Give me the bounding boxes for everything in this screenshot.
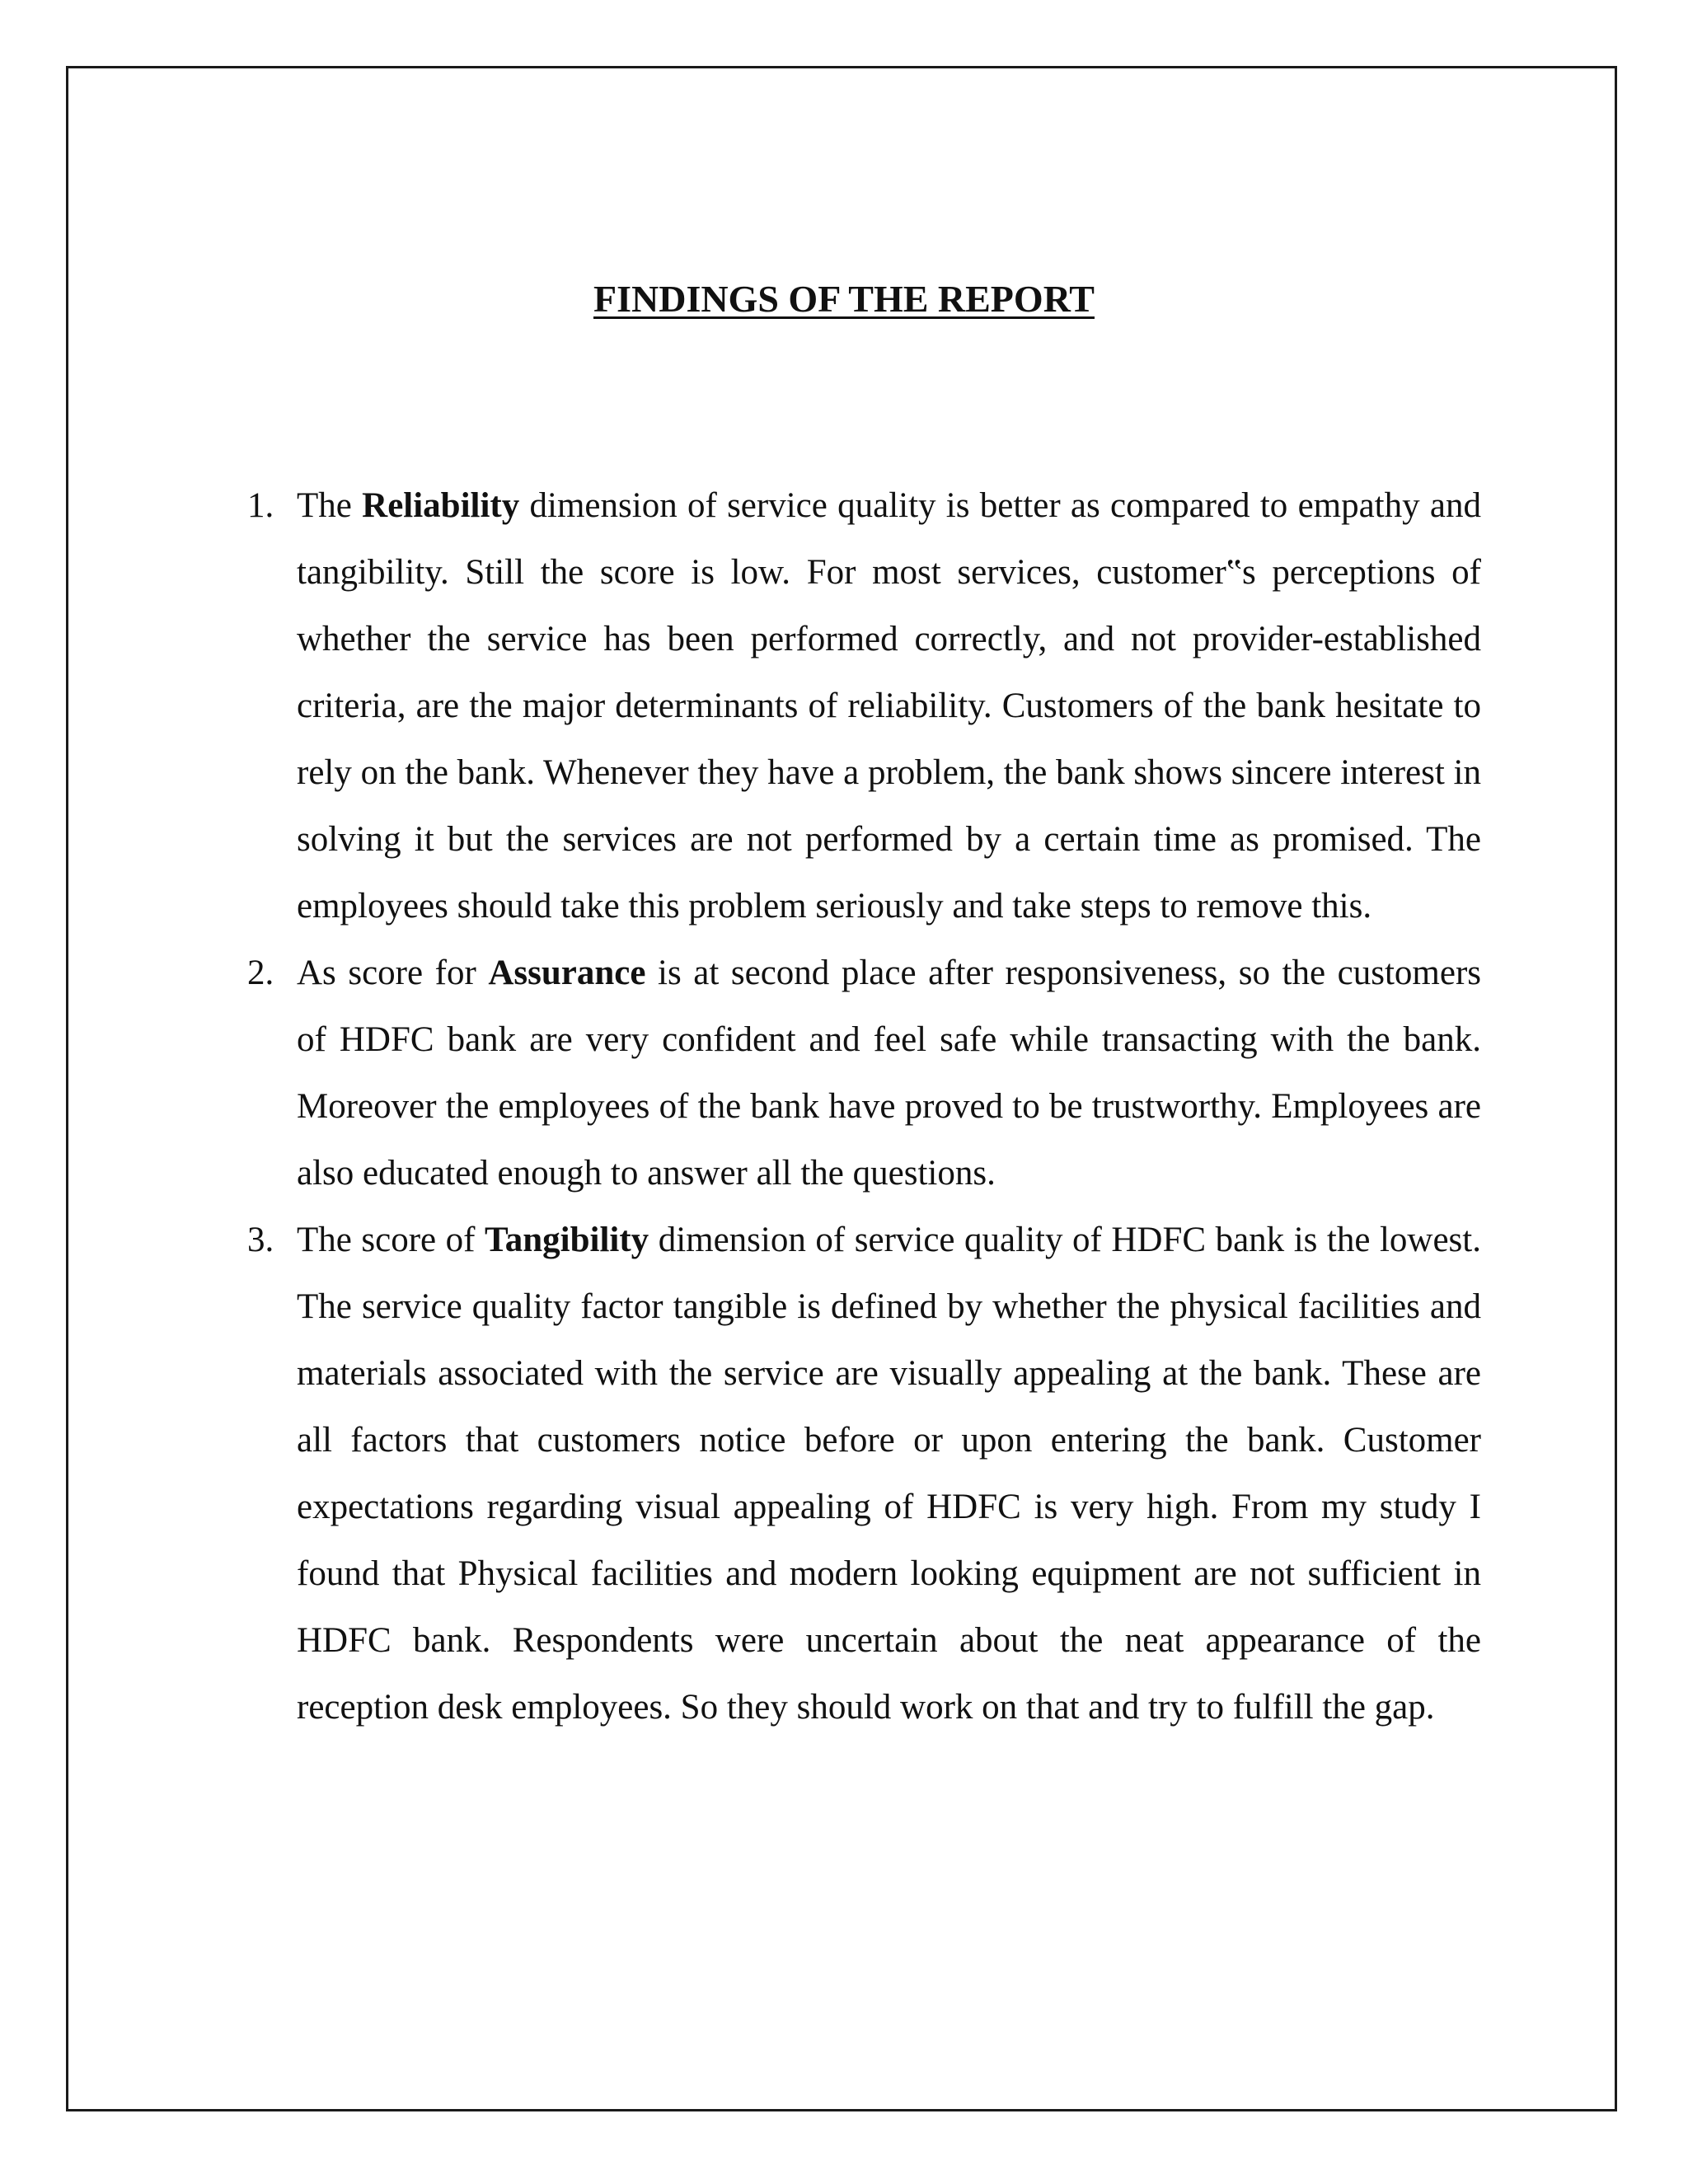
finding-body: dimension of service quality is better as compared to empathy and tangibility. Still the score is low. For most services, customer‟s perceptions of whether the service has been performed correctly, and not provider-established criteria, are the major determinants of reliability. Customers of the bank hesitate to rely on the bank. Whenever they have a problem, the bank shows sincere interest in solving it but the services are not performed by a certain time as promised. The employees should take this problem seriously and take steps to remove this. bbox=[297, 486, 1481, 926]
finding-item-assurance bbox=[247, 940, 1481, 1207]
finding-prefix: As score for bbox=[297, 954, 489, 992]
finding-keyword: Reliability bbox=[362, 486, 520, 525]
finding-number: 3. bbox=[247, 1221, 274, 1259]
finding-prefix: The bbox=[297, 486, 363, 525]
finding-body: is at second place after responsiveness, so the customers of HDFC bank are very confident and feel safe while transacting with the bank. Moreover the employees of the bank have proved to be trustworthy. Employees are also educated enough to answer all the questions. bbox=[297, 954, 1481, 1193]
finding-prefix: The score of bbox=[297, 1221, 485, 1259]
finding-body: dimension of service quality of HDFC bank is the lowest. The service quality factor tangible is defined by whether the physical facilities and materials associated with the service are visually appealing at the bank. These are all factors that customers notice before or upon entering the bank. Customer expectations regarding visual appealing of HDFC is very high. From my study I found that Physical facilities and modern looking equipment are not sufficient in HDFC bank. Respondents were uncertain about the neat appearance of the reception desk employees. So they should work on that and try to fulfill the gap. bbox=[297, 1221, 1481, 1727]
findings-list bbox=[247, 472, 1481, 1741]
finding-keyword: Tangibility bbox=[485, 1221, 649, 1259]
finding-keyword: Assurance bbox=[488, 954, 646, 992]
page-title: FINDINGS OF THE REPORT bbox=[593, 278, 1095, 320]
finding-text bbox=[297, 472, 1481, 940]
finding-item-tangibility bbox=[247, 1207, 1481, 1741]
finding-item-reliability bbox=[247, 472, 1481, 940]
finding-text bbox=[297, 940, 1481, 1207]
finding-text bbox=[297, 1207, 1481, 1741]
finding-number: 2. bbox=[247, 954, 274, 992]
finding-number: 1. bbox=[247, 486, 274, 525]
